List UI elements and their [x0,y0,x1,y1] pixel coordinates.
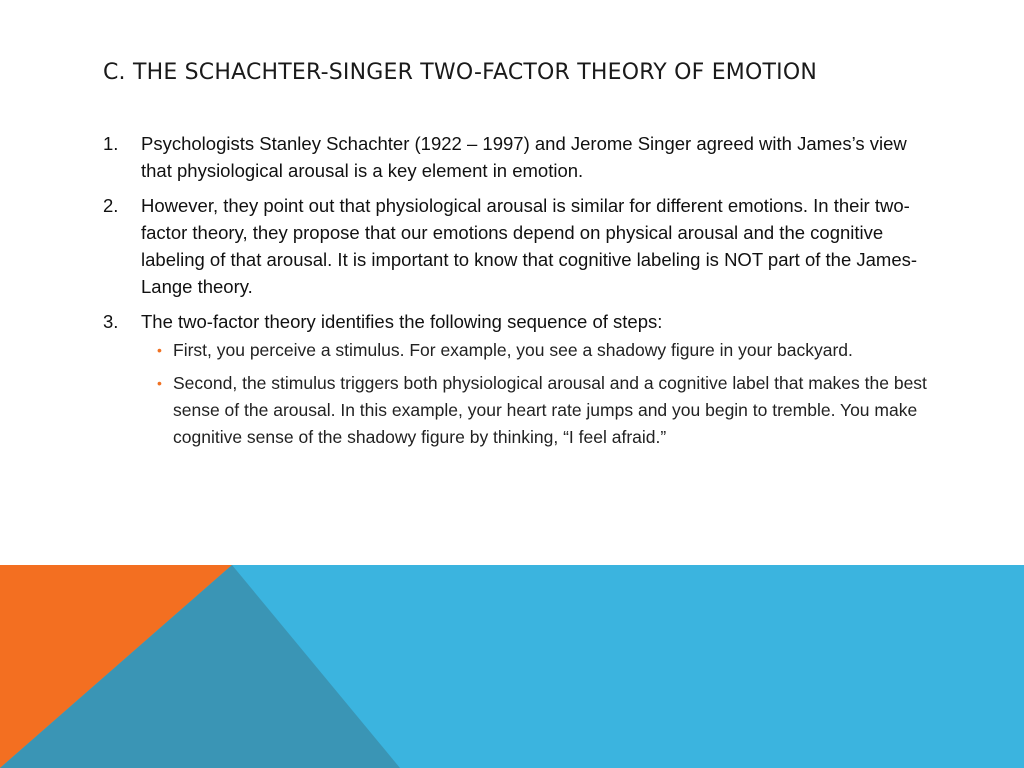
list-item-2 [103,192,933,300]
list-item-1 [103,130,933,184]
footer-decoration [0,565,1024,768]
bullet-icon-1: • [157,342,162,358]
slide-body [103,130,933,459]
bullet-text-1: First, you perceive a stimulus. For example, you see a shadowy figure in your backyard. [173,340,853,360]
bullet-list [141,337,933,451]
list-number-1: 1. [103,133,119,154]
slide-title: C. THE SCHACHTER-SINGER TWO-FACTOR THEORY OF EMOTION [103,60,817,85]
list-text-1: Psychologists Stanley Schachter (1922 – 1997) and Jerome Singer agreed with James’s view that physiological arousal is a key element in emotion. [141,133,907,181]
list-number-3: 3. [103,311,119,332]
bullet-item-2 [141,370,933,451]
bullet-icon-2: • [157,375,162,391]
list-number-2: 2. [103,195,119,216]
list-text-2: However, they point out that physiological arousal is similar for different emotions. In their two-factor theory, they propose that our emotions depend on physical arousal and the cognitive labeling of that arousal. It is important to know that cognitive labeling is NOT part of the James-Lange theory. [141,195,918,297]
numbered-list [103,130,933,451]
list-text-3: The two-factor theory identifies the following sequence of steps: [141,311,663,332]
bullet-item-1 [141,337,933,364]
list-item-3 [103,308,933,451]
bullet-text-2: Second, the stimulus triggers both physiological arousal and a cognitive label that makes the best sense of the arousal. In this example, your heart rate jumps and you begin to tremble. You make cognitive sense of the shadowy figure by thinking, “I feel afraid.” [173,373,927,447]
